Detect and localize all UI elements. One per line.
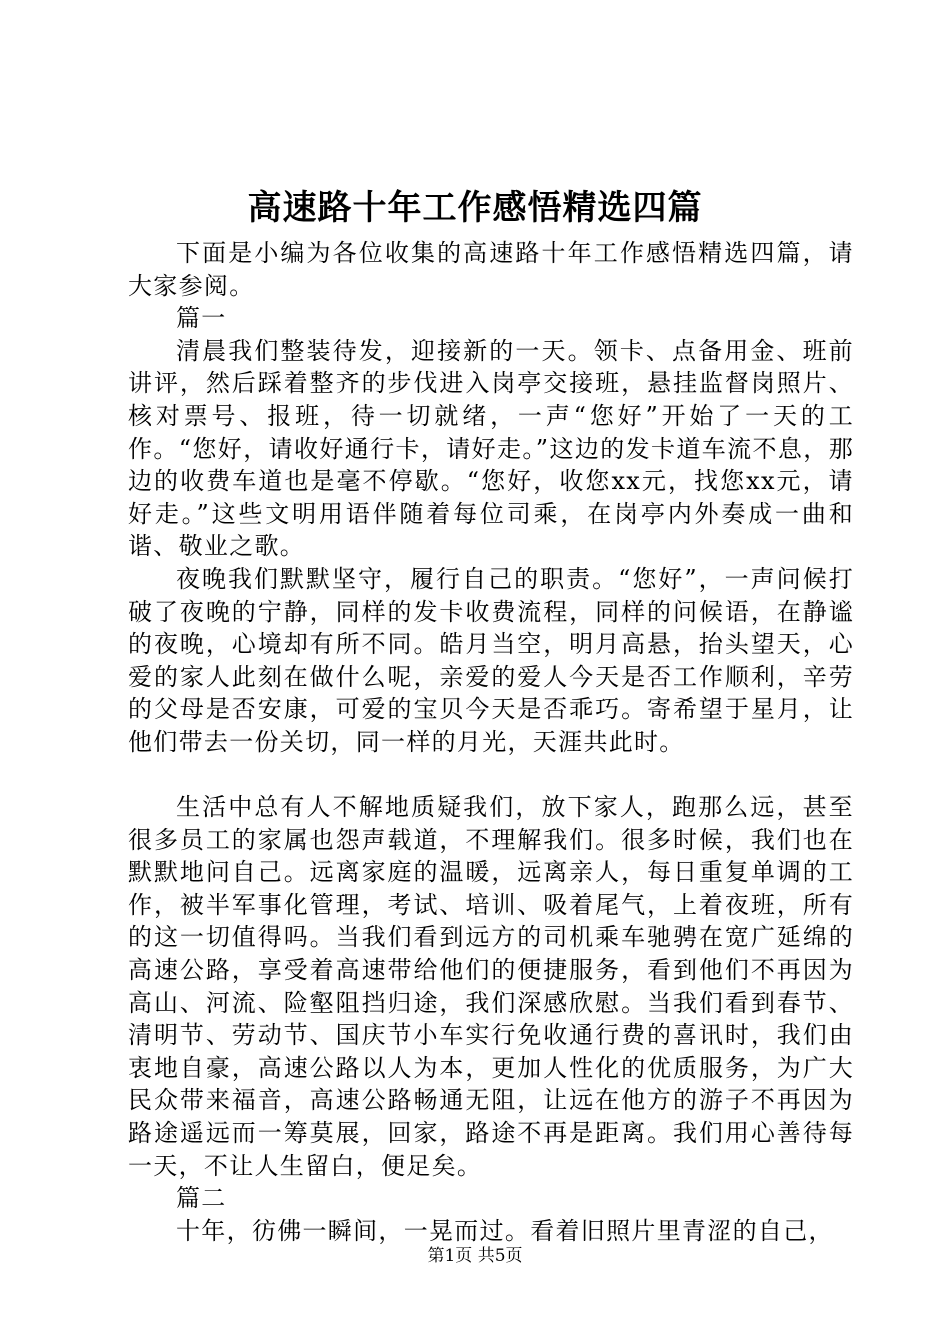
body-paragraph: 夜晚我们默默坚守，履行自己的职责。“您好”，一声问候打破了夜晚的宁静，同样的发卡收费流程，同样的问候语，在静谧的夜晚，心境却有所不同。皓月当空，明月高悬，抬头望天，心爱的家人此刻在做什么呢，亲爱的爱人今天是否工作顺利，辛劳的父母是否安康，可爱的宝贝今天是否乖巧。寄希望于星月，让他们带去一份关切，同一样的月光，天涯共此时。	[128, 564, 854, 756]
body-paragraph: 十年，彷佛一瞬间，一晃而过。看着旧照片里青涩的自己，	[176, 1216, 834, 1245]
page-footer: 第1页 共5页	[427, 1246, 523, 1266]
body-paragraph: 生活中总有人不解地质疑我们，放下家人，跑那么远，甚至很多员工的家属也怨声载道，不理解我们。很多时候，我们也在默默地问自己。远离家庭的温暖，远离亲人，每日重复单调的工作，被半军事化管理，考试、培训、吸着尾气，上着夜班，所有的这一切值得吗。当我们看到远方的司机乘车驰骋在宽广延绵的高速公路，享受着高速带给他们的便捷服务，看到他们不再因为高山、河流、险壑阻挡归途，我们深感欣慰。当我们看到春节、清明节、劳动节、国庆节小车实行免收通行费的喜讯时，我们由衷地自豪，高速公路以人为本，更加人性化的优质服务，为广大民众带来福音，高速公路畅通无阻，让远在他方的游子不再因为路途遥远而一筹莫展，回家，路途不再是距离。我们用心善待每一天，不让人生留白，便足矣。	[128, 793, 854, 1180]
section-heading-1: 篇一	[176, 304, 227, 333]
document-body	[128, 237, 854, 1247]
section-heading-2: 篇二	[176, 1184, 227, 1213]
body-paragraph: 清晨我们整装待发，迎接新的一天。领卡、点备用金、班前讲评，然后踩着整齐的步伐进入岗亭交接班，悬挂监督岗照片、核对票号、报班，待一切就绪，一声“您好”开始了一天的工作。“您好，请收好通行卡，请好走。”这边的发卡道车流不息，那边的收费车道也是毫不停歇。“您好，收您xx元，找您xx元，请好走。”这些文明用语伴随着每位司乘，在岗亭内外奏成一曲和谐、敬业之歌。	[128, 336, 854, 561]
paragraph-spacer	[128, 759, 854, 792]
intro-paragraph: 下面是小编为各位收集的高速路十年工作感悟精选四篇，请大家参阅。	[128, 239, 854, 300]
document-title: 高速路十年工作感悟精选四篇	[247, 188, 703, 228]
